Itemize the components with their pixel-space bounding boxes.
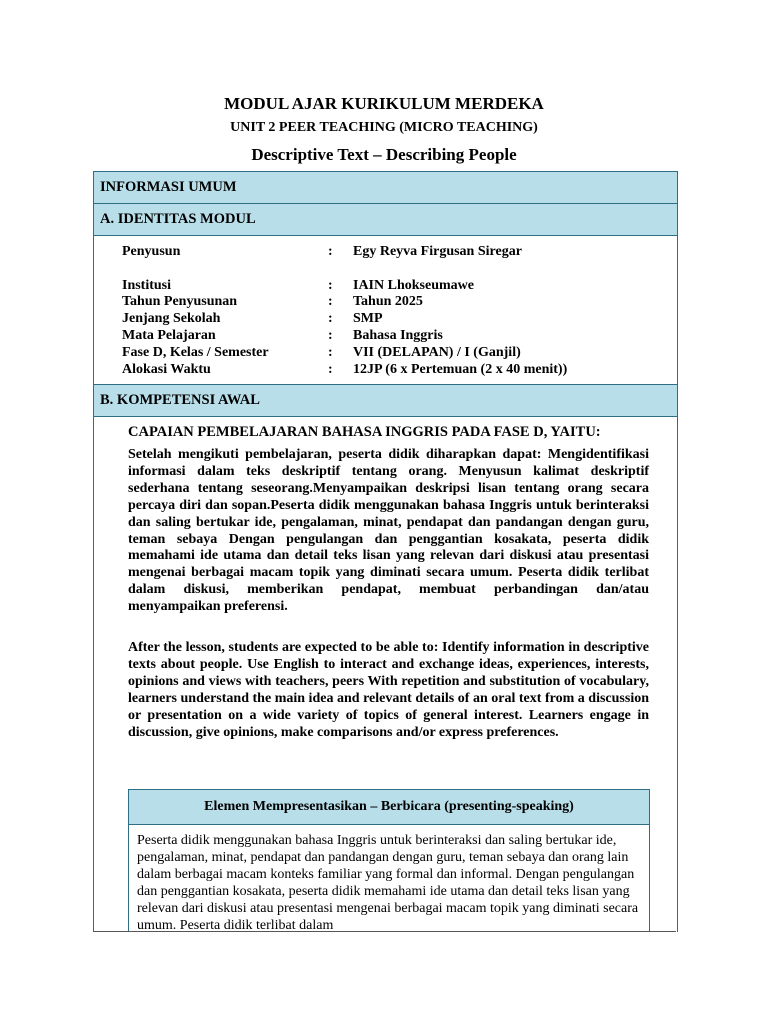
document-topic: Descriptive Text – Describing People [251, 145, 517, 164]
identitas-label: Alokasi Waktu [122, 362, 211, 377]
identitas-label: Tahun Penyusunan [122, 294, 238, 309]
identitas-value: IAIN Lhokseumawe [353, 278, 474, 293]
document-subtitle: UNIT 2 PEER TEACHING (MICRO TEACHING) [230, 120, 538, 135]
identitas-colon: : [328, 362, 333, 377]
identitas-colon: : [328, 345, 333, 360]
identitas-label: Jenjang Sekolah [122, 311, 221, 326]
capaian-paragraph-en: After the lesson, students are expected to be able to: Identify information in descriptive texts about people. Use English to interact and exchange ideas, experiences, interests, opinions and views with teachers, peers With repetition and substitution of vocabulary, learners understand the main idea and relevant details of an oral text from a discussion or presentation on a wide variety of topics of general interest. Learners engage in discussion, give opinions, make comparisons and/or express preferences. [128, 640, 649, 740]
identitas-value: VII (DELAPAN) / I (Ganjil) [353, 345, 521, 360]
section-informasi-umum: INFORMASI UMUM [94, 171, 677, 204]
capaian-heading: CAPAIAN PEMBELAJARAN BAHASA INGGRIS PADA FASE D, YAITU: [128, 424, 601, 440]
elemen-body: Peserta didik menggunakan bahasa Inggris untuk berinteraksi dan saling bertukar ide, pengalaman, minat, pendapat dan pandangan dengan guru, teman sebaya dan orang lain dalam berbagai macam konteks familiar yang formal dan informal. Dengan pengulangan dan penggantian kosakata, peserta didik memahami ide utama dan detail teks lisan yang relevan dari diskusi atau presentasi mengenai berbagai macam topik yang diminati secara umum. Peserta didik terlibat dalam [137, 833, 639, 932]
identitas-value: Egy Reyva Firgusan Siregar [353, 244, 522, 259]
identitas-label: Institusi [122, 278, 172, 293]
identitas-value: SMP [353, 311, 383, 326]
identitas-colon: : [328, 244, 333, 259]
identitas-value: 12JP (6 x Pertemuan (2 x 40 menit)) [353, 362, 568, 377]
identitas-colon: : [328, 311, 333, 326]
document-title: MODUL AJAR KURIKULUM MERDEKA [224, 94, 544, 113]
capaian-paragraph-id: Setelah mengikuti pembelajaran, peserta didik diharapkan dapat: Mengidentifikasi informasi dalam teks deskriptif tentang orang. Menyusun kalimat deskriptif sederhana tentang seseorang.Menyampaikan deskripsi lisan tentang orang secara percaya diri dan sopan.Peserta didik menggunakan bahasa Inggris untuk berinteraksi dan saling bertukar ide, pengalaman, minat, pendapat dan pandangan dengan guru, teman sebaya Dengan pengulangan dan penggantian kosakata, peserta didik memahami ide utama dan detail teks lisan yang relevan dari diskusi atau presentasi mengenai berbagai macam topik yang diminati secara umum. Peserta didik terlibat dalam diskusi, memberikan pendapat, membuat perbandingan dan/atau menyampaikan preferensi. [128, 447, 649, 615]
section-identitas-modul: A. IDENTITAS MODUL [94, 203, 677, 236]
identitas-label: Mata Pelajaran [122, 328, 216, 343]
section-kompetensi-awal: B. KOMPETENSI AWAL [94, 384, 677, 417]
identitas-colon: : [328, 294, 333, 309]
identitas-label: Penyusun [122, 244, 181, 259]
identitas-value: Bahasa Inggris [353, 328, 443, 343]
identitas-colon: : [328, 278, 333, 293]
table-bottom-border [93, 931, 676, 932]
elemen-title: Elemen Mempresentasikan – Berbicara (presenting-speaking) [129, 790, 649, 825]
module-table [93, 171, 678, 932]
identitas-label: Fase D, Kelas / Semester [122, 345, 269, 360]
elemen-box [128, 789, 650, 932]
identitas-colon: : [328, 328, 333, 343]
identitas-value: Tahun 2025 [353, 294, 423, 309]
